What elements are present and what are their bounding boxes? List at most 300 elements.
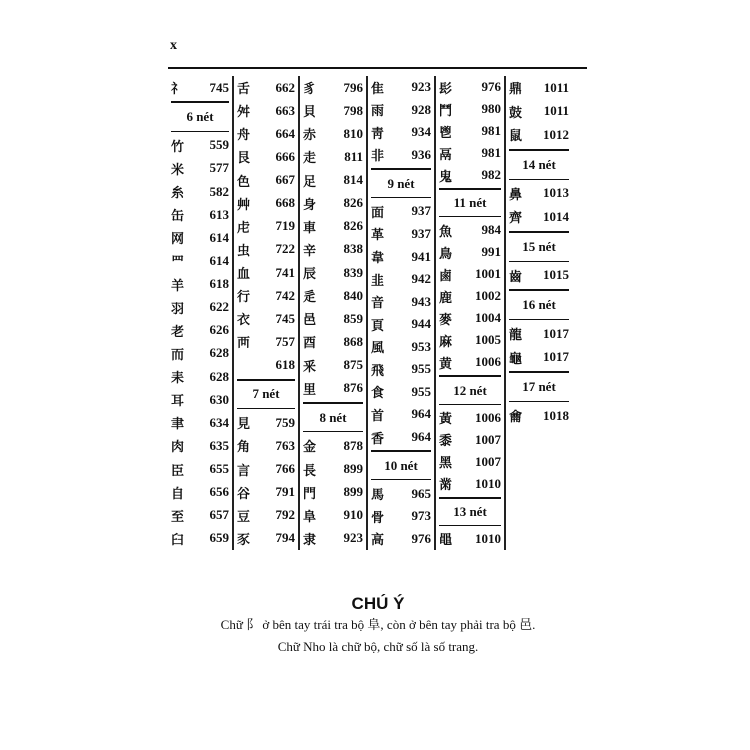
- index-entry: [237, 457, 295, 480]
- index-entry: [371, 336, 431, 359]
- index-entry: [237, 354, 295, 377]
- stroke-count-header: 12 nét: [439, 375, 501, 404]
- page-reference: 745: [209, 79, 229, 95]
- index-entry: [303, 169, 363, 192]
- index-entry: [171, 527, 229, 550]
- index-entry: [171, 226, 229, 249]
- index-entry: [171, 249, 229, 272]
- radical-character: 靑: [371, 126, 385, 142]
- index-entry: [509, 100, 569, 124]
- index-entry: [509, 322, 569, 346]
- radical-character: 魚: [439, 224, 453, 240]
- page-reference: 814: [343, 172, 363, 188]
- radical-character: 韋: [371, 251, 385, 267]
- stroke-count-header: 16 nét: [509, 289, 569, 320]
- page-reference: 1006: [475, 354, 501, 370]
- page-reference: 981: [481, 123, 501, 139]
- radical-character: 辵: [303, 290, 317, 306]
- stroke-count-header: 17 nét: [509, 371, 569, 402]
- radical-character: 糸: [171, 186, 185, 201]
- radical-character: 臣: [171, 463, 185, 479]
- index-column: [504, 76, 572, 550]
- index-entry: [237, 284, 295, 307]
- index-entry: [303, 434, 363, 457]
- radical-character: 赤: [303, 128, 317, 144]
- radical-character: 骨: [371, 510, 385, 526]
- page-reference: 626: [209, 322, 229, 338]
- page-reference: 630: [209, 391, 229, 407]
- index-entry: [439, 429, 501, 451]
- index-entry: [371, 358, 431, 381]
- index-entry: [303, 377, 363, 400]
- index-entry: [171, 365, 229, 388]
- page-reference: 1011: [543, 103, 569, 119]
- index-entry: [303, 307, 363, 330]
- page-reference: 980: [481, 101, 501, 117]
- radical-character: 首: [371, 408, 385, 424]
- radical-character: 高: [371, 533, 385, 549]
- index-entry: [237, 527, 295, 550]
- radical-character: 釆: [303, 359, 317, 375]
- radical-character: 竹: [171, 139, 185, 155]
- page-reference: 876: [343, 380, 363, 396]
- index-entry: [509, 123, 569, 147]
- page-reference: 976: [411, 530, 431, 546]
- page-reference: 875: [343, 357, 363, 373]
- page-reference: 577: [209, 160, 229, 176]
- index-entry: [171, 504, 229, 527]
- page-reference: 1014: [543, 208, 569, 224]
- page-reference: 635: [209, 437, 229, 453]
- radical-character: 礻: [171, 82, 185, 98]
- index-entry: [439, 164, 501, 186]
- page-reference: 657: [209, 507, 229, 523]
- radical-character: 見: [237, 417, 251, 433]
- page-reference: 722: [275, 241, 295, 257]
- page-reference: 923: [343, 530, 363, 546]
- page-number: x: [170, 38, 177, 53]
- radical-character: 鼎: [509, 82, 523, 98]
- index-entry: [439, 285, 501, 307]
- page-reference: 719: [275, 218, 295, 234]
- page-reference: 614: [209, 252, 229, 268]
- page-reference: 965: [411, 485, 431, 501]
- index-column: [434, 76, 504, 550]
- index-entry: [237, 99, 295, 122]
- radical-character: 食: [371, 386, 385, 402]
- index-entry: [171, 272, 229, 295]
- radical-character: 酉: [303, 336, 317, 352]
- page-reference: 666: [275, 148, 295, 164]
- page-reference: 1006: [475, 409, 501, 425]
- radical-character: 谷: [237, 486, 251, 502]
- index-column: [298, 76, 366, 550]
- index-entry: [171, 411, 229, 434]
- page-reference: 976: [481, 79, 501, 94]
- top-rule: [168, 67, 587, 69]
- page-reference: 791: [275, 484, 295, 500]
- index-entry: [303, 481, 363, 504]
- page-reference: 981: [481, 145, 501, 161]
- index-entry: [439, 473, 501, 495]
- index-entry: [439, 241, 501, 263]
- index-entry: [237, 434, 295, 457]
- page-reference: 763: [275, 437, 295, 453]
- index-entry: [303, 215, 363, 238]
- page-reference: 1007: [475, 453, 501, 469]
- radical-character: 聿: [171, 417, 185, 433]
- radical-character: 鼓: [509, 105, 523, 121]
- radical-character: 言: [237, 463, 251, 479]
- note-title: CHÚ Ý: [351, 594, 405, 613]
- index-entry: [509, 264, 569, 288]
- page-reference: 792: [275, 507, 295, 523]
- page-reference: 745: [275, 310, 295, 326]
- radical-character: 車: [303, 220, 317, 236]
- page-reference: 796: [343, 79, 363, 95]
- index-entry: [509, 205, 569, 229]
- page-reference: 667: [275, 172, 295, 188]
- index-entry: [237, 307, 295, 330]
- page-reference: 923: [411, 79, 431, 95]
- stroke-count-header: 6 nét: [171, 101, 229, 132]
- radical-character: 貝: [303, 105, 317, 121]
- index-entry: [371, 245, 431, 268]
- radical-character: 黍: [439, 434, 453, 450]
- radical-character: 耳: [171, 394, 185, 410]
- index-entry: [237, 145, 295, 168]
- radical-character: 邑: [303, 313, 317, 329]
- radical-character: 革: [371, 228, 385, 244]
- index-entry: [237, 192, 295, 215]
- index-entry: [439, 142, 501, 164]
- page-reference: 859: [343, 310, 363, 326]
- index-entry: [171, 342, 229, 365]
- radical-character: 鼠: [509, 129, 523, 145]
- radical-character: 虍: [237, 220, 251, 236]
- stroke-count-header: 14 nét: [509, 149, 569, 180]
- page-reference: 839: [343, 264, 363, 280]
- page-reference: 899: [343, 461, 363, 476]
- page-reference: 1001: [475, 266, 501, 282]
- radical-character: 羊: [171, 278, 185, 294]
- stroke-count-header: 11 nét: [439, 188, 501, 217]
- radical-character: 肉: [171, 440, 185, 456]
- note-line-2: Chữ Nho là chữ bộ, chữ số là số trang.: [277, 639, 479, 654]
- index-entry: [303, 330, 363, 353]
- radical-character: 角: [237, 440, 251, 456]
- index-column: [366, 76, 434, 550]
- page-reference: 1004: [475, 310, 501, 326]
- index-entry: [237, 481, 295, 504]
- radical-character: 鳥: [439, 246, 453, 262]
- index-entry: [171, 76, 229, 99]
- radical-character: 門: [303, 486, 317, 502]
- index-entry: [371, 76, 431, 99]
- note-line-1: Chữ 阝 ở bên tay trái tra bộ 阜, còn ở bên tay phải tra bộ 邑.: [220, 617, 536, 632]
- page-reference: 811: [344, 148, 363, 164]
- radical-character: 龍: [509, 328, 523, 344]
- page-reference: 668: [275, 195, 295, 211]
- page-reference: 741: [275, 264, 295, 280]
- page-reference: 868: [343, 333, 363, 349]
- index-entry: [371, 505, 431, 528]
- radical-character: 羽: [171, 301, 185, 317]
- index-entry: [439, 76, 501, 98]
- page-reference: 794: [275, 530, 295, 546]
- page-reference: 628: [209, 368, 229, 384]
- radical-character: 足: [303, 174, 317, 190]
- radical-character: 飛: [371, 363, 385, 379]
- page-reference: 936: [411, 146, 431, 162]
- radical-character: 艮: [237, 151, 251, 167]
- radical-character: 馬: [371, 488, 385, 503]
- page-reference: 622: [209, 299, 229, 315]
- page-reference: 1017: [543, 325, 569, 341]
- index-entry: [439, 329, 501, 351]
- radical-character: 非: [371, 149, 385, 165]
- stroke-count-header: 9 nét: [371, 168, 431, 198]
- radical-character: 龠: [509, 410, 523, 426]
- radical-character: 豸: [303, 82, 317, 98]
- index-entry: [237, 504, 295, 527]
- radical-character: 麥: [439, 312, 453, 328]
- page-reference: 656: [209, 484, 229, 500]
- index-entry: [237, 122, 295, 145]
- page-reference: 942: [411, 271, 431, 287]
- index-entry: [237, 238, 295, 261]
- page-reference: 1005: [475, 332, 501, 348]
- index-entry: [303, 527, 363, 550]
- radical-character: 黑: [439, 456, 453, 472]
- page-reference: 1007: [475, 431, 501, 447]
- page-reference: 742: [275, 287, 295, 303]
- page-reference: 840: [343, 287, 363, 303]
- radical-character: 缶: [171, 209, 185, 225]
- page-reference: 928: [411, 101, 431, 117]
- index-entry: [303, 457, 363, 480]
- radical-index-table: [168, 76, 572, 550]
- index-entry: [439, 263, 501, 285]
- radical-character: 黽: [439, 533, 453, 549]
- page-reference: 991: [481, 244, 501, 260]
- radical-character: 走: [303, 151, 317, 167]
- index-entry: [303, 122, 363, 145]
- page-reference: 878: [343, 437, 363, 453]
- radical-character: 血: [237, 267, 251, 283]
- index-entry: [303, 284, 363, 307]
- index-entry: [237, 76, 295, 99]
- page-reference: 1015: [543, 267, 569, 283]
- radical-character: 豕: [237, 532, 251, 548]
- index-entry: [171, 319, 229, 342]
- index-entry: [371, 426, 431, 449]
- page-reference: 810: [343, 125, 363, 141]
- radical-character: 香: [371, 431, 385, 447]
- page-reference: 910: [343, 507, 363, 523]
- index-entry: [171, 481, 229, 504]
- index-entry: [237, 330, 295, 353]
- index-entry: [371, 527, 431, 550]
- radical-character: 米: [171, 162, 185, 178]
- stroke-count-header: 13 nét: [439, 497, 501, 526]
- radical-character: 网: [171, 232, 185, 248]
- radical-character: 行: [237, 290, 251, 306]
- radical-character: 耒: [171, 371, 185, 386]
- page-reference: 955: [411, 361, 431, 377]
- page-reference: 937: [411, 225, 431, 241]
- index-entry: [509, 76, 569, 100]
- index-entry: [371, 482, 431, 505]
- radical-character: 麻: [439, 334, 453, 350]
- index-entry: [439, 407, 501, 429]
- page-reference: 613: [209, 206, 229, 222]
- page-reference: 1013: [543, 185, 569, 201]
- radical-character: 齊: [509, 211, 523, 227]
- page-reference: 955: [411, 383, 431, 399]
- index-entry: [303, 76, 363, 99]
- radical-character: 艸: [237, 197, 251, 213]
- index-entry: [303, 261, 363, 284]
- index-entry: [371, 381, 431, 404]
- radical-character: 髟: [439, 81, 453, 97]
- page-reference: 934: [411, 124, 431, 140]
- page-reference: 757: [275, 333, 295, 349]
- page-reference: 798: [343, 102, 363, 118]
- page-reference: 1010: [475, 475, 501, 491]
- index-entry: [303, 354, 363, 377]
- radical-character: 鬥: [439, 103, 453, 119]
- radical-character: 齒: [509, 269, 523, 285]
- index-entry: [371, 403, 431, 426]
- page-reference: 634: [209, 414, 229, 430]
- radical-character: 鼻: [509, 187, 523, 203]
- page-reference: 618: [209, 276, 229, 291]
- page-reference: 759: [275, 414, 295, 430]
- index-entry: [303, 192, 363, 215]
- page-reference: 944: [411, 316, 431, 332]
- index-entry: [171, 296, 229, 319]
- page-reference: 1002: [475, 288, 501, 304]
- index-entry: [439, 528, 501, 550]
- index-entry: [439, 451, 501, 473]
- radical-character: 而: [171, 347, 185, 363]
- page-reference: 984: [481, 222, 501, 238]
- index-entry: [439, 219, 501, 241]
- radical-character: 豆: [237, 509, 251, 525]
- radical-character: 黹: [439, 478, 453, 494]
- index-column: [232, 76, 298, 550]
- radical-character: 鬲: [439, 147, 453, 163]
- index-entry: [171, 434, 229, 457]
- index-entry: [371, 200, 431, 223]
- index-entry: [171, 157, 229, 180]
- page-reference: 899: [343, 484, 363, 500]
- page-reference: 953: [411, 338, 431, 354]
- page-reference: 982: [481, 167, 501, 183]
- radical-character: 老: [171, 324, 185, 340]
- index-entry: [237, 169, 295, 192]
- page-reference: 663: [275, 102, 295, 118]
- page-reference: 582: [209, 183, 229, 199]
- page-reference: 964: [411, 406, 431, 422]
- index-entry: [509, 182, 569, 206]
- page-reference: 559: [209, 137, 229, 153]
- radical-character: 風: [371, 341, 385, 357]
- index-entry: [171, 203, 229, 226]
- radical-character: 頁: [371, 318, 385, 334]
- index-entry: [509, 404, 569, 428]
- index-entry: [371, 268, 431, 291]
- radical-character: 虫: [237, 243, 251, 259]
- index-entry: [439, 98, 501, 120]
- radical-character: 舛: [237, 105, 251, 121]
- page-reference: 826: [343, 218, 363, 234]
- stroke-count-header: 15 nét: [509, 231, 569, 262]
- page-reference: 973: [411, 508, 431, 524]
- radical-character: 隶: [303, 532, 317, 548]
- radical-character: 里: [303, 382, 317, 398]
- radical-character: 舟: [237, 128, 251, 144]
- index-entry: [171, 388, 229, 411]
- page-reference: 614: [209, 229, 229, 245]
- page-reference: 826: [343, 195, 363, 211]
- page-reference: 1017: [543, 349, 569, 365]
- page-reference: 964: [411, 429, 431, 445]
- stroke-count-header: 7 nét: [237, 379, 295, 410]
- index-entry: [371, 144, 431, 167]
- radical-character: 自: [171, 486, 185, 502]
- index-entry: [439, 351, 501, 373]
- radical-character: 黃: [439, 412, 453, 428]
- page-reference: 943: [411, 293, 431, 309]
- index-entry: [303, 145, 363, 168]
- stroke-count-header: 10 nét: [371, 450, 431, 480]
- radical-character: 至: [171, 509, 185, 525]
- page-reference: 766: [275, 461, 295, 476]
- index-entry: [371, 121, 431, 144]
- radical-character: 雨: [371, 104, 385, 120]
- index-entry: [171, 134, 229, 157]
- index-entry: [303, 238, 363, 261]
- page-reference: 664: [275, 125, 295, 141]
- index-column: [168, 76, 232, 550]
- radical-character: 鹵: [439, 268, 453, 284]
- page-reference: 1018: [543, 407, 569, 423]
- index-entry: [303, 99, 363, 122]
- radical-character: 金: [303, 440, 317, 456]
- radical-character: 隹: [371, 81, 385, 97]
- radical-character: 罒: [171, 255, 185, 271]
- index-entry: [371, 223, 431, 246]
- radical-character: 舌: [237, 82, 251, 98]
- index-entry: [237, 261, 295, 284]
- radical-character: 臼: [171, 532, 185, 548]
- page-reference: 662: [275, 79, 295, 95]
- radical-character: 音: [371, 296, 385, 312]
- index-entry: [303, 504, 363, 527]
- page-reference: 937: [411, 203, 431, 219]
- page-reference: 838: [343, 241, 363, 257]
- index-entry: [439, 307, 501, 329]
- index-entry: [439, 120, 501, 142]
- radical-character: 鬼: [439, 169, 453, 185]
- index-entry: [371, 290, 431, 313]
- index-entry: [371, 313, 431, 336]
- radical-character: 韭: [371, 273, 385, 289]
- page-reference: 1012: [543, 126, 569, 142]
- radical-character: 身: [303, 197, 317, 213]
